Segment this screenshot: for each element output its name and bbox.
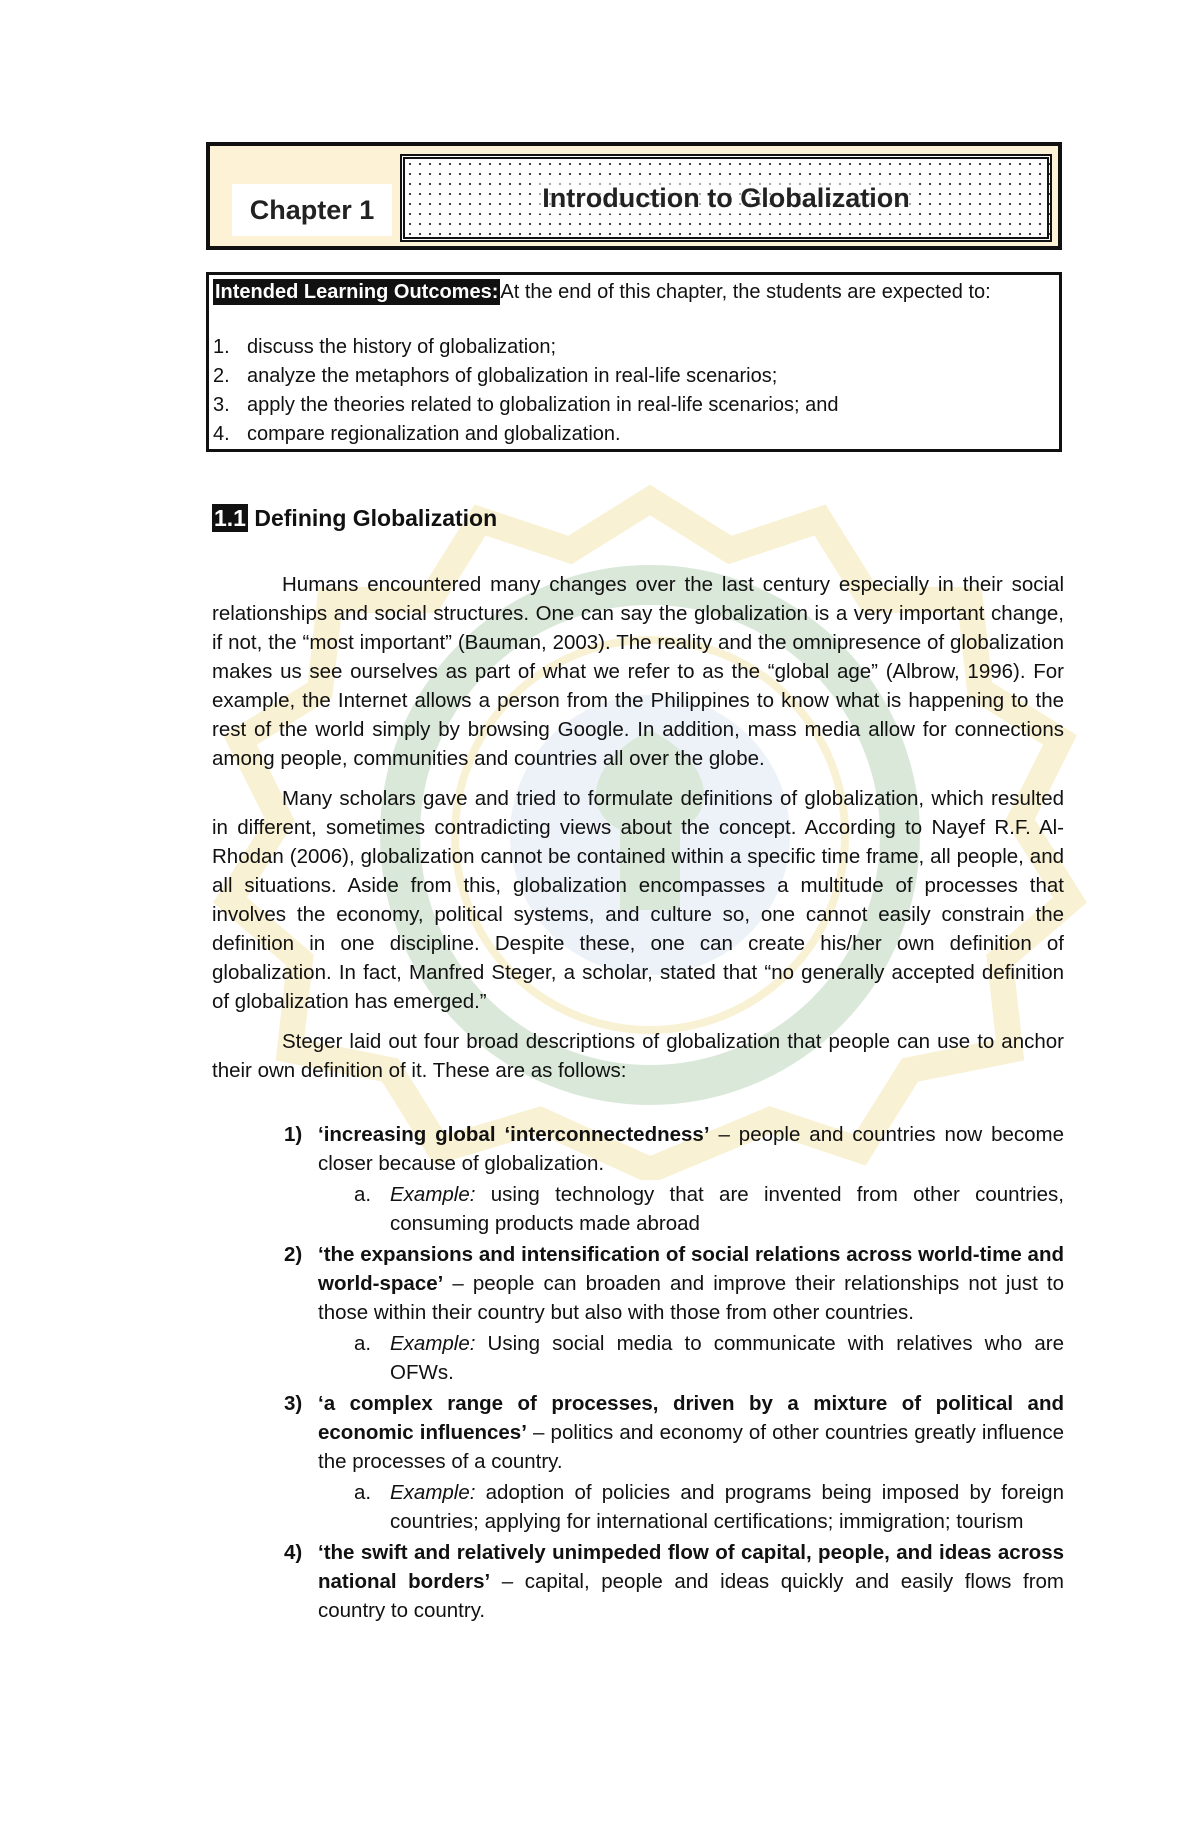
example-text: using technology that are invented from other countries, consuming products made abroad <box>390 1183 1064 1235</box>
example-text: Using social media to communicate with relatives who are OFWs. <box>390 1332 1064 1384</box>
example-letter: a. <box>354 1481 372 1504</box>
list-text: compare regionalization and globalization. <box>247 423 621 445</box>
description-item <box>212 1538 1064 1625</box>
list-text: apply the theories related to globalization in real-life scenarios; and <box>247 394 839 416</box>
list-item <box>213 362 838 391</box>
example-label: Example: <box>390 1332 476 1355</box>
description-item <box>212 1240 1064 1327</box>
example-item <box>212 1478 1064 1536</box>
list-text: discuss the history of globalization; <box>247 336 557 358</box>
learning-outcomes-list <box>213 333 838 449</box>
example-item <box>212 1180 1064 1238</box>
item-text: – capital, people and ideas quickly and easily flows from country to country. <box>318 1570 1064 1622</box>
item-number: 2) <box>284 1243 303 1266</box>
learning-outcomes-box <box>206 272 1062 452</box>
learning-outcomes-intro: At the end of this chapter, the students are expected to: <box>500 281 991 303</box>
paragraph: Many scholars gave and tried to formulate definitions of globalization, which resulted in different, sometimes contradicting views about the concept. According to Nayef R.F. Al-Rhodan (2006), globalization cannot be contained within a specific time frame, all people, and all situations. Aside from this, globalization encompasses a multitude of processes that involves the economy, political systems, and culture so, one cannot easily constrain the definition in one discipline. Despite these, one can create his/her own definition of globalization. In fact, Manfred Steger, a scholar, stated that “no generally accepted definition of globalization has emerged.” <box>212 787 1064 1013</box>
list-number: 3. <box>213 394 230 416</box>
chapter-title: Introduction to Globalization <box>538 183 913 214</box>
item-bold-title: ‘a complex range of processes, driven by a mixture of political and economic influences’ <box>318 1392 1064 1444</box>
section-heading <box>212 505 497 532</box>
steger-descriptions-list <box>212 1120 1064 1627</box>
section-number: 1.1 <box>214 505 246 531</box>
example-label: Example: <box>390 1183 476 1206</box>
item-text: – people can broaden and improve their relationships not just to those within their country but also with those from other countries. <box>318 1272 1064 1324</box>
description-item <box>212 1389 1064 1476</box>
example-text: adoption of policies and programs being imposed by foreign countries; applying for international certifications; immigration; tourism <box>390 1481 1064 1533</box>
list-item <box>213 420 838 449</box>
chapter-title-box <box>400 154 1052 242</box>
item-bold-title: ‘the swift and relatively unimpeded flow of capital, people, and ideas across national borders’ <box>318 1541 1064 1593</box>
example-letter: a. <box>354 1332 372 1355</box>
section-title: Defining Globalization <box>254 505 498 531</box>
list-number: 2. <box>213 365 230 387</box>
learning-outcomes-tag: Intended Learning Outcomes: <box>215 281 499 303</box>
paragraph: Steger laid out four broad descriptions of globalization that people can use to anchor their own definition of it. These are as follows: <box>212 1030 1064 1082</box>
example-item <box>212 1329 1064 1387</box>
chapter-label: Chapter 1 <box>232 184 392 236</box>
list-item <box>213 333 838 362</box>
item-number: 3) <box>284 1392 303 1415</box>
chapter-header <box>206 142 1062 250</box>
item-text: – politics and economy of other countries greatly influence the processes of a country. <box>318 1421 1064 1473</box>
item-bold-title: ‘increasing global ‘interconnectedness’ <box>318 1123 710 1146</box>
paragraph: Humans encountered many changes over the last century especially in their social relationships and social structures. One can say the globalization is a very important change, if not, the “most important” (Bauman, 2003). The reality and the omnipresence of globalization makes us see ourselves as part of what we refer to as the “global age” (Albrow, 1996). For example, the Internet allows a person from the Philippines to know what is happening to the rest of the world simply by browsing Google. In addition, mass media allow for connections among people, communities and countries all over the globe. <box>212 573 1064 770</box>
item-number: 1) <box>284 1123 303 1146</box>
item-bold-title: ‘the expansions and intensification of social relations across world-time and world-space’ <box>318 1243 1064 1295</box>
list-item <box>213 391 838 420</box>
item-text: – people and countries now become closer because of globalization. <box>318 1123 1065 1175</box>
example-label: Example: <box>390 1481 476 1504</box>
item-number: 4) <box>284 1541 303 1564</box>
example-letter: a. <box>354 1183 372 1206</box>
body-text <box>212 570 1064 1096</box>
list-number: 4. <box>213 423 230 445</box>
learning-outcomes-heading <box>213 281 991 304</box>
description-item <box>212 1120 1064 1178</box>
list-number: 1. <box>213 336 230 358</box>
list-text: analyze the metaphors of globalization in real-life scenarios; <box>247 365 778 387</box>
